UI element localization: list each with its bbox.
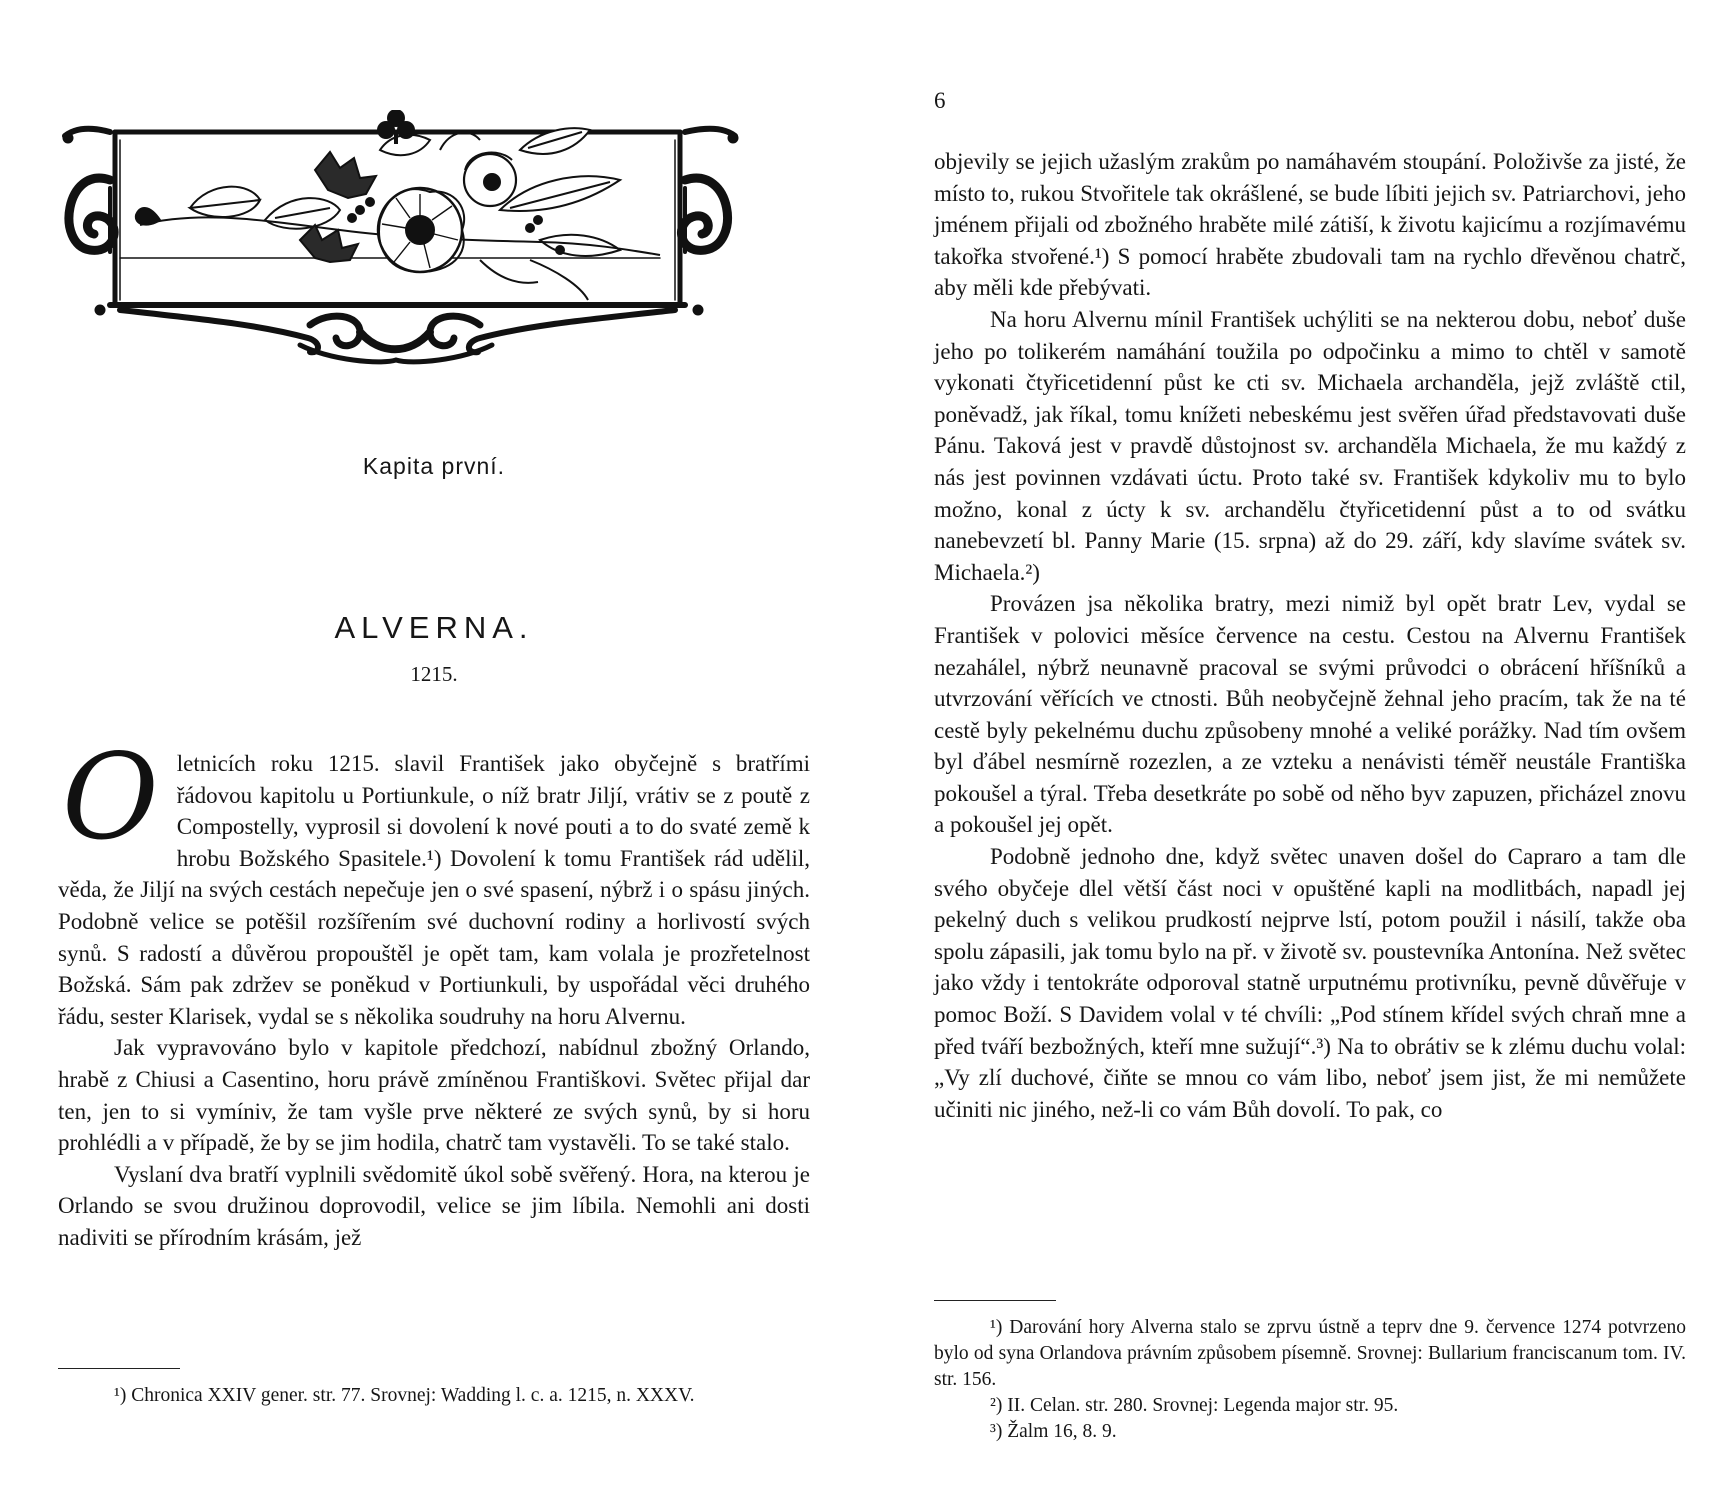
paragraph: Provázen jsa několika bratry, mezi nimiž byl opět bratr Lev, vydal se František v polovici měsíce července na cestu. Cestou na Alvernu František nezahálel, nýbrž neunavně pracoval se svými průvodci o obrácení hříšníků a utvrzování věřících ve ctnosti. Bůh neobyčejně žehnal jeho pracím, tak že na té cestě byly pekelnému duchu způsobeny mnohé a veliké porážky. Nad tím ovšem byl ďábel nesmírně rozezlen, a ze vzteku a nenávisti téměř neustále Františka pokoušel a týral. Třeba desetkráte po sobě od něho byv zapuzen, přicházel znovu a pokoušel jej opět. xyxy=(934,591,1686,838)
chapter-label: Kapita první. xyxy=(362,453,506,479)
right-footnotes xyxy=(934,1300,1686,1445)
right-page xyxy=(868,0,1736,1500)
left-footnotes xyxy=(58,1368,810,1409)
paragraph-text: letnicích roku 1215. slavil František jako obyčejně s bratřími řádovou kapitolu u Portiunkule, o níž bratr Jiljí, vrátiv se z poutě z Compostelly, vyprosil si dovolení k nové pouti a to do svaté země k hrobu Božského Spasitele.¹) Dovolení k tomu František rád udělil, věda, že Jiljí na svých cestách nepečuje jen o své spasení, nýbrž i o spásu jiných. Podobně velice se potěšil rozšířením své duchovní rodiny a horlivostí svých synů. S radostí a důvěrou propouštěl je opět tam, kam volala je prozřetelnost Božská. Sám pak zdržev se poněkud v Portiunkuli, by uspořádal věci druhého řádu, sester Klarisek, vydal se s několika soudruhy na horu Alvernu. xyxy=(58,751,810,1029)
paragraph: Vyslaní dva bratří vyplnili svědomitě úkol sobě svěřený. Hora, na kterou je Orlando se svou družinou doprovodil, velice se jim líbila. Nemohli ani dosti nadiviti se přírodním krásám, jež xyxy=(58,1161,810,1250)
paragraph: Jak vypravováno bylo v kapitole předchozí, nabídnul zbožný Orlando, hrabě z Chiusi a Casentino, horu právě zmíněnou Františkovi. Světec přijal dar ten, jen to si vymíniv, že tam vyšle prve některé ze svých synů, by si horu prohlédli a v případě, že by se jim hodila, chatrč tam vystavěli. To se také stalo. xyxy=(58,1035,810,1156)
footnote-rule xyxy=(58,1368,180,1369)
paragraph: objevily se jejich užaslým zrakům po namáhavém stoupání. Položivše za jisté, že místo to, rukou Stvořitele tak okrášlené, se bude líbiti jejich sv. Patriarchovi, jeho jménem přijali od zbožného hraběte milé zátiší, k životu kajicímu a rozjímavému takořka stvořené.¹) S pomocí hraběte zbudovali tam na rychlo dřevěnou chatrč, aby měli kde přebývati. xyxy=(934,149,1686,301)
shamrock-icon xyxy=(377,110,415,144)
footnote: ¹) Darování hory Alverna stalo se zprvu ústně a teprv dne 9. července 1274 potvrzeno bylo od syna Orlandova právním způsobem písemně. Srovnej: Bullarium franciscanum tom. IV. str. 156. xyxy=(934,1317,1686,1390)
footnote-rule xyxy=(934,1300,1056,1301)
paragraph: Podobně jednoho dne, když světec unaven došel do Capraro a tam dle svého obyčeje dlel větší část noci v opuštěné kapli na modlitbách, napadl jej pekelný duch s velikou prudkostí nejprve lstí, potom použil i násilí, takže oba spolu zápasili, jak tomu bylo na př. v životě sv. poustevníka Antonína. Než světec jako vždy i tentokráte odporoval statně urputnému protivníku, pevně důvěřuje v pomoc Boží. S Davidem volal v té chvíli: „Pod stínem křídel svých chraň mne a před tváří bezbožných, kteří mne sužují“.³) Na to obrátiv se k zlému duchu volal: „Vy zlí duchové, čiňte se mnou co vám libo, neboť jsem jist, že mi nemůžete učiniti nic jiného, než-li co vám Bůh dovolí. To pak, co xyxy=(934,844,1686,1122)
footnote: ³) Žalm 16, 8. 9. xyxy=(990,1421,1117,1442)
drop-cap: O xyxy=(62,728,159,866)
floral-ornament-headpiece xyxy=(60,110,820,400)
page-number: 6 xyxy=(934,88,946,113)
paragraph: Na horu Alvernu mínil František uchýliti se na nekterou dobu, neboť duše jeho po tolikerém namáhání toužila po odpočinku a mimo to chtěl v samotě vykonati čtyřicetidenní půst ke cti sv. Michaela archanděla, jejž zvláště ctil, poněvadž, jak říkal, tomu knížeti nebeskému jest svěřen úřad představovati duše Pánu. Taková jest v pravdě důstojnost sv. archanděla Michaela, že mu každý z nás jest povinnen vzdávati úctu. Proto také sv. František kdykoliv mu to bylo možno, konal z úcty k sv. archandělu čtyřicetidenní půst a to od svátku nanebevzetí bl. Panny Marie (15. srpna) až do 29. září, kdy slavíme svátek sv. Michaela.²) xyxy=(934,306,1686,585)
footnote: ²) II. Celan. str. 280. Srovnej: Legenda major str. 95. xyxy=(990,1395,1399,1416)
right-body-text xyxy=(934,146,1686,1125)
chapter-year: 1215. xyxy=(410,662,458,686)
left-body-text xyxy=(58,728,810,1254)
footnote: ¹) Chronica XXIV gener. str. 77. Srovnej: Wadding l. c. a. 1215, n. XXXV. xyxy=(114,1385,695,1406)
chapter-title: ALVERNA. xyxy=(334,610,534,645)
paragraph xyxy=(58,728,810,1032)
